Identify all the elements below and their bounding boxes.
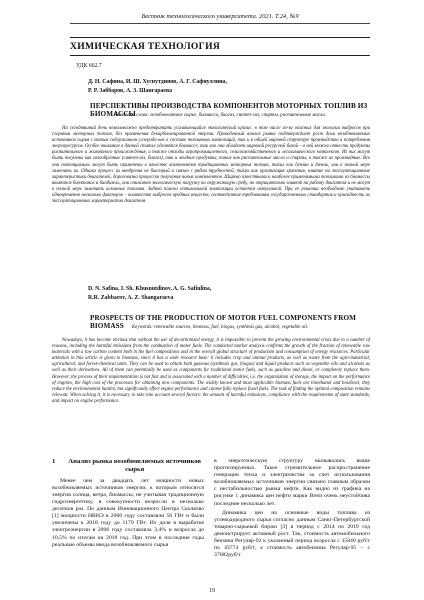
- body-paragraph: Динамика цен на основные виды топлива из углеводородного сырья согласно данным Санкт-Петербургской товарно-сырьевой биржи [3] в период с 2014 по 2019 год демонстрирует активный рост. Так, стоимость автомобильного бензина Регуляр-92 к указанный период возросла с 35840 руб/т по 43774 руб/т, а стоимость автобензина Регуляр-95 – с 37682руб/т: [214, 509, 370, 559]
- body-paragraph: в энергетическую структуру оказывались выше прогнозируемых. Такое стремительное распространение генерации тепла и электричества за счет использования возобновляемых источников энергии связано главным образом с нестабильностью рынка нефти. Как видно из графика на рисунке 1 динамика цен нефти марки Brent очень неустойчива последние несколько лет.: [214, 458, 370, 507]
- authors-ru: [88, 78, 348, 96]
- abstract-ru: На сегодняшний день немаловажно предотвратить усиливающийся экологический кризис, в том числе из-за опасных для экологии выбросов при сгорании моторных топлив, без применения декарбонизированной энергии. Проведенный анализ рынка подтверждает рост доли возобновляемых источников сырья с низким содержанием углерода как в составе топливных композиций, так и в общей мировой структуре производства и потребления энергоресурсов. Особое внимание в данной статье уделяется биомассе, так как она обладает широкой ресурсной базой – в ней можно отнести продукты растительного и животного происхождения, а также отходы агропромышленного, сельскохозяйственного и лесохимического комплексов. Из них могут быть получены как газообразные (синтез-газ, биогаз), так и жидкие продукты, такие как растительные масла и спирты, а также их производные. Все они потенциально могут быть применены в качестве компонентов традиционных моторных топлив, таких как бензин и дизель, или в полной мере заменить их. Однако процесс их внедрения не быстрый и связан с рядом трудностей, таких как организация хранения, влияние на эксплуатационные характеристики двигателей, дороговизна процессов получения новых компонентов. Широко известными и наиболее применимыми топливами из биомассы являются биоэтанол и биодизель, они снижают экологическую нагрузку на окружающую среду, но отрицательно влияют на работу двигателя и не могут в полной мере заменить исконные топлива. Задача поиска оптимальной композиции остается актуальной. При ее решении необходимо учитывать одновременно несколько факторов – количество выбросов вредных веществ, соответствие требованиям государственных стандартов и пригодность их эксплуатационных характеристик двигателя.: [52, 126, 370, 205]
- authors-en: [88, 285, 348, 303]
- section-heading-number: 1: [52, 458, 56, 465]
- section-heading: [52, 458, 204, 475]
- article-title-en: PROSPECTS OF THE PRODUCTION OF MOTOR FUEL COMPONENTS FROM BIOMASS: [90, 314, 357, 330]
- body-column-left: [52, 458, 204, 551]
- authors-en-line: R.R. Zabbarov, A. Z. Shangaraeva: [88, 295, 174, 301]
- section-heading-text: Анализ рынка возобновляемых источников сырья: [68, 458, 202, 474]
- article-title-ru: ПЕРСПЕКТИВЫ ПРОИЗВОДСТВА КОМПОНЕНТОВ МОТОРНЫХ ТОПЛИВ ИЗ БИОМАССЫ: [90, 102, 368, 118]
- journal-header: Вестник технологического университета. 2021. Т.24, №9: [70, 13, 370, 24]
- section-title: ХИМИЧЕСКАЯ ТЕХНОЛОГИЯ: [70, 37, 370, 56]
- authors-ru-line: Д. Н. Сафина, И. Ш. Хуснутдинов, А. Г. Сафиуллина,: [88, 79, 227, 85]
- abstract-en: Nowadays, it has become obvious that without the use of decarbonized energy, it is impossible to prevent the growing environmental crisis due to a number of reasons, including the harmful emissions from the combustion of motor fuels. The conducted market analysis confirms the growth of the fraction of renewable raw materials with a low carbon content both in the fuel compositions and in the overall global structure of production and consumption of energy resources. Particular attention in this article is given to biomass, since it has a wide resource base: it includes crop and animal products, as well as waste from the agro-industrial, agricultural, and forest-chemical units. They can be used to obtain both gaseous (synthesis gas, biogas) and liquid products such as vegetable oils and alcohols as well as their derivatives. All of them can potentially be used as components for traditional motor fuels, such as gasoline and diesel, or completely replace them. However, the process of their implementation is not fast and is associated with a number of difficulties, i.e. the organization of storage, the impact on the performance of engines, the high cost of the processes for obtaining new components. The widely known and most applicable biomass fuels are bioethanol and biodiesel, they reduce the environmental burden, but significantly effect engine performance and cannot fully replace fossil fuels. The task of finding the optimal composition remains relevant. When solving it, it is necessary to take into account several factors: the amount of harmful emissions, compliance with the requirements of state standards, and impact on engine performance.: [52, 338, 370, 404]
- body-paragraph: Менее чем за двадцать лет мощности новых возобновляемых источников энергии, к которым относятся энергия солнца, ветра, биомассы, не учитывая традиционную гидроэнергетику, в совокупности возросли в несколько десятков раз. По данным Инновационного Центра Сколково [1] мощности НВИЭ в 2000 году составляли 56 ГВт и были увеличены к 2018 году до 1179 ГВт. Их доля в выработке электроэнергии в 2006 году составляла 3,4% и возросла до 10,5% по итогам на 2018 год. При этом в последние годы реальные объемы ввода возобновляемого сырья: [52, 477, 204, 548]
- keywords-en: Keywords: renewable sources, biomass, fuel, biogas, synthesis gas, alcohol, vegetable oil.: [131, 325, 309, 330]
- authors-en-line: D. N. Safina, I. Sh. Khusnutdinov, A. G. Safiulina,: [88, 286, 212, 292]
- body-column-right: [214, 458, 370, 561]
- authors-ru-line: Р. Р. Заббаров, А. З. Шангараева: [88, 88, 172, 94]
- page-number: 19: [209, 588, 215, 594]
- udk-code: УДК 662.7: [76, 63, 102, 69]
- keywords-ru: Ключевые слова: возобновляемое сырье, биомасса, биогаз, синтез-газ, спирты, растительные масла.: [114, 113, 326, 118]
